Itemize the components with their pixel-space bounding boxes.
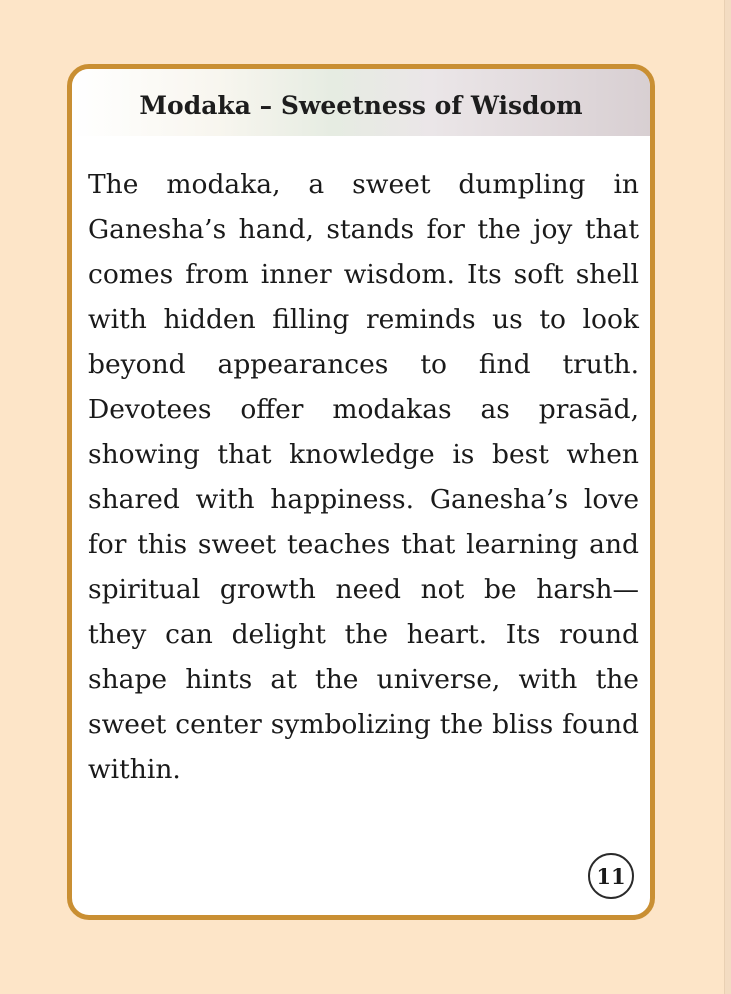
info-card [67, 64, 655, 920]
card-header [72, 69, 650, 136]
page-number: 11 [588, 853, 634, 899]
page-edge [724, 0, 731, 994]
card-title: Modaka – Sweetness of Wisdom [139, 91, 583, 120]
card-body [88, 162, 639, 792]
body-paragraph: The modaka, a sweet dumpling in Ganesha’s hand, stands for the joy that comes from inner wisdom. Its soft shell with hidden filling reminds us to look beyond appearances to find truth. Devotees offer modakas as prasād, showing that knowledge is best when shared with happiness. Ganesha’s love for this sweet teaches that learning and spiritual growth need not be harsh—they can delight the heart. Its round shape hints at the universe, with the sweet center symbolizing the bliss found within. [88, 169, 639, 785]
